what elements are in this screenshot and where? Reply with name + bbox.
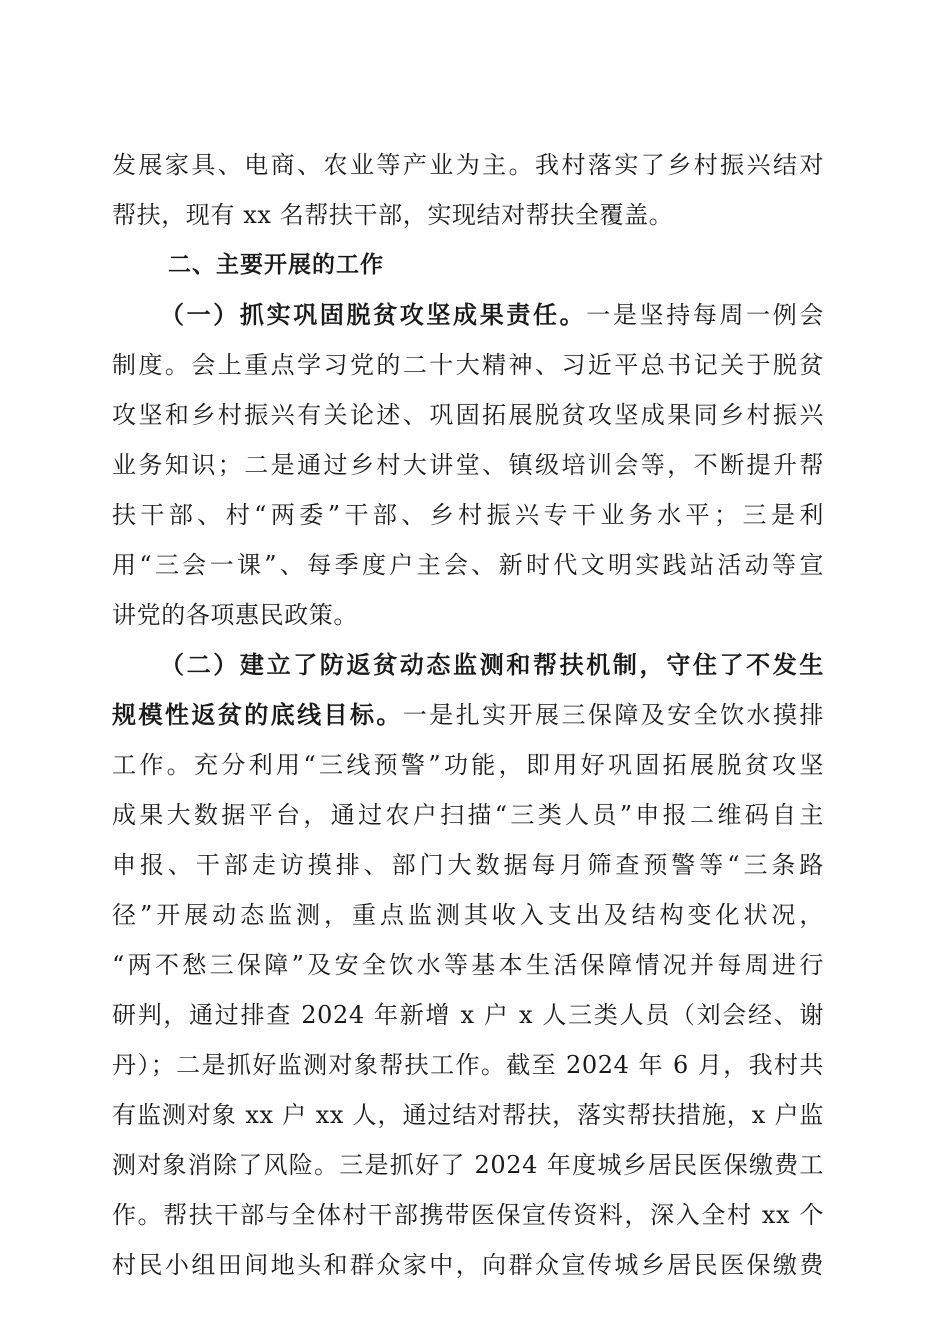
intro-line-1: 发展家具、电商、农业等产业为主。我村落实了乡村振兴结对 — [112, 151, 824, 179]
item2-line-4: 成果大数据平台，通过农户扫描“三类人员”申报二维码自主 — [112, 801, 824, 829]
item2-line-8: 研判，通过排查 2024 年新增 x 户 x 人三类人员（刘会经、谢 — [112, 1001, 824, 1029]
item2-line-7: “两不愁三保障”及安全饮水等基本生活保障情况并每周进行 — [112, 951, 824, 979]
item2-line-2 — [112, 690, 824, 740]
item1-line-3: 攻坚和乡村振兴有关论述、巩固拓展脱贫攻坚成果同乡村振兴 — [112, 401, 824, 429]
item2-line-5: 申报、干部走访摸排、部门大数据每月筛查预警等“三条路 — [112, 851, 824, 879]
item2-title-line-1: （二）建立了防返贫动态监测和帮扶机制，守住了不发生 — [160, 651, 824, 679]
item2-line-3: 工作。充分利用“三线预警”功能，即用好巩固拓展脱贫攻坚 — [112, 751, 824, 779]
item2-line-12: 作。帮扶干部与全体村干部携带医保宣传资料，深入全村 xx 个 — [112, 1201, 824, 1229]
document-body — [112, 140, 824, 1290]
item1-line-2: 制度。会上重点学习党的二十大精神、习近平总书记关于脱贫 — [112, 351, 824, 379]
item2-line-6: 径”开展动态监测，重点监测其收入支出及结构变化状况， — [112, 901, 824, 929]
item1-line-1 — [112, 290, 824, 340]
item1-title: （一）抓实巩固脱贫攻坚成果责任。 — [160, 301, 587, 329]
item1-line-4: 业务知识；二是通过乡村大讲堂、镇级培训会等，不断提升帮 — [112, 451, 824, 479]
item2-line-11: 测对象消除了风险。三是抓好了 2024 年度城乡居民医保缴费工 — [112, 1151, 824, 1179]
item1-line-1-rest: 一是坚持每周一例会 — [586, 301, 824, 329]
item1-last-line: 讲党的各项惠民政策。 — [112, 601, 358, 629]
item1-line-5: 扶干部、村“两委”干部、乡村振兴专干业务水平；三是利 — [112, 501, 824, 529]
item2-line-1 — [112, 640, 824, 690]
section-heading: 二、主要开展的工作 — [168, 252, 384, 278]
intro-line-2: 帮扶，现有 xx 名帮扶干部，实现结对帮扶全覆盖。 — [112, 201, 674, 229]
item2-title-line-2: 规模性返贫的底线目标。 — [112, 701, 403, 729]
item2-line-2-rest: 一是扎实开展三保障及安全饮水摸排 — [402, 701, 824, 729]
item1-line-6: 用“三会一课”、每季度户主会、新时代文明实践站活动等宣 — [112, 551, 824, 579]
item2-line-9: 丹）；二是抓好监测对象帮扶工作。截至 2024 年 6 月，我村共 — [112, 1051, 824, 1079]
item2-line-13: 村民小组田间地头和群众家中，向群众宣传城乡居民医保缴费 — [112, 1251, 824, 1279]
item2-line-10: 有监测对象 xx 户 xx 人，通过结对帮扶，落实帮扶措施，x 户监 — [112, 1101, 824, 1129]
